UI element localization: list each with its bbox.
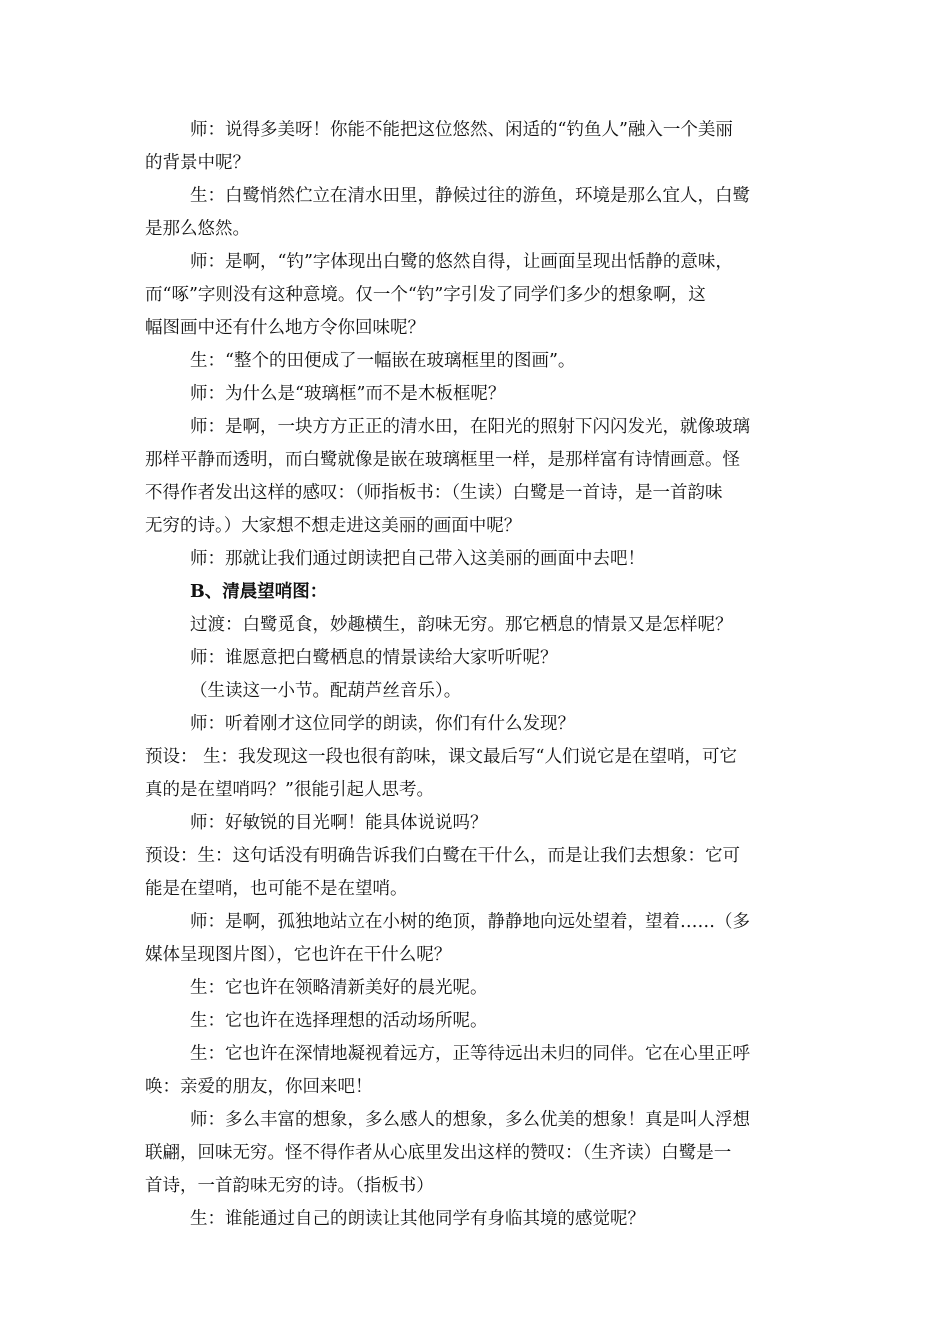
text-line: 师：谁愿意把白鹭栖息的情景读给大家听听呢？ (190, 648, 558, 668)
text-line: 是那么悠然。 (145, 219, 250, 239)
section-heading: B、清晨望哨图： (190, 582, 328, 602)
text-line: 生：它也许在选择理想的活动场所呢。 (190, 1011, 488, 1031)
text-line: 而“啄”字则没有这种意境。仅一个“钓”字引发了同学们多少的想象啊，这 (145, 285, 706, 305)
text-line: 过渡：白鹭觅食，妙趣横生，韵味无穷。那它栖息的情景又是怎样呢？ (190, 615, 733, 635)
text-line: 那样平静而透明，而白鹭就像是嵌在玻璃框里一样，是那样富有诗情画意。怪 (145, 450, 740, 470)
text-line: （生读这一小节。配葫芦丝音乐）。 (190, 681, 462, 701)
text-line: 的背景中呢？ (145, 153, 250, 173)
document-body (145, 114, 805, 1236)
text-line: 真的是在望哨吗？”很能引起人思考。 (145, 780, 434, 800)
text-line: 不得作者发出这样的感叹：（师指板书：（生读）白鹭是一首诗，是一首韵味 (145, 483, 723, 503)
text-line: 师：是啊，孤独地站立在小树的绝顶，静静地向远处望着，望着……（多 (190, 912, 750, 932)
text-line: 首诗，一首韵味无穷的诗。（指板书） (145, 1176, 434, 1196)
text-line: 媒体呈现图片图），它也许在干什么呢？ (145, 945, 452, 965)
text-line: 师：听着刚才这位同学的朗读，你们有什么发现？ (190, 714, 575, 734)
text-line: 师：说得多美呀！你能不能把这位悠然、闲适的“钓鱼人”融入一个美丽 (190, 120, 733, 140)
text-line: 师：好敏锐的目光啊！能具体说说吗？ (190, 813, 488, 833)
text-line: 幅图画中还有什么地方令你回味呢？ (145, 318, 425, 338)
text-line: 联翩，回味无穷。怪不得作者从心底里发出这样的赞叹：（生齐读）白鹭是一 (145, 1143, 732, 1163)
text-line: 师：那就让我们通过朗读把自己带入这美丽的画面中去吧！ (190, 549, 645, 569)
text-line: 唤：亲爱的朋友，你回来吧！ (145, 1077, 373, 1097)
text-line: 预设：生：这句话没有明确告诉我们白鹭在干什么，而是让我们去想象：它可 (145, 846, 740, 866)
text-line: 生：白鹭悄然伫立在清水田里，静候过往的游鱼，环境是那么宜人，白鹭 (190, 186, 750, 206)
text-line: 生：“整个的田便成了一幅嵌在玻璃框里的图画”。 (190, 351, 576, 371)
text-line: 师：是啊，“钓”字体现出白鹭的悠然自得，让画面呈现出恬静的意味， (190, 252, 733, 272)
text-line: 师：为什么是“玻璃框”而不是木板框呢？ (190, 384, 506, 404)
text-line: 师：多么丰富的想象，多么感人的想象，多么优美的想象！真是叫人浮想 (190, 1110, 750, 1130)
text-line: 生：它也许在深情地凝视着远方，正等待远出未归的同伴。它在心里正呼 (190, 1044, 750, 1064)
text-line: 能是在望哨，也可能不是在望哨。 (145, 879, 408, 899)
text-line: 预设： 生：我发现这一段也很有韵味，课文最后写“人们说它是在望哨，可它 (145, 747, 738, 767)
text-line: 师：是啊，一块方方正正的清水田，在阳光的照射下闪闪发光，就像玻璃 (190, 417, 750, 437)
text-line: 生：谁能通过自己的朗读让其他同学有身临其境的感觉呢？ (190, 1209, 645, 1229)
text-line: 无穷的诗。）大家想不想走进这美丽的画面中呢？ (145, 516, 522, 536)
text-line: 生：它也许在领略清新美好的晨光呢。 (190, 978, 488, 998)
